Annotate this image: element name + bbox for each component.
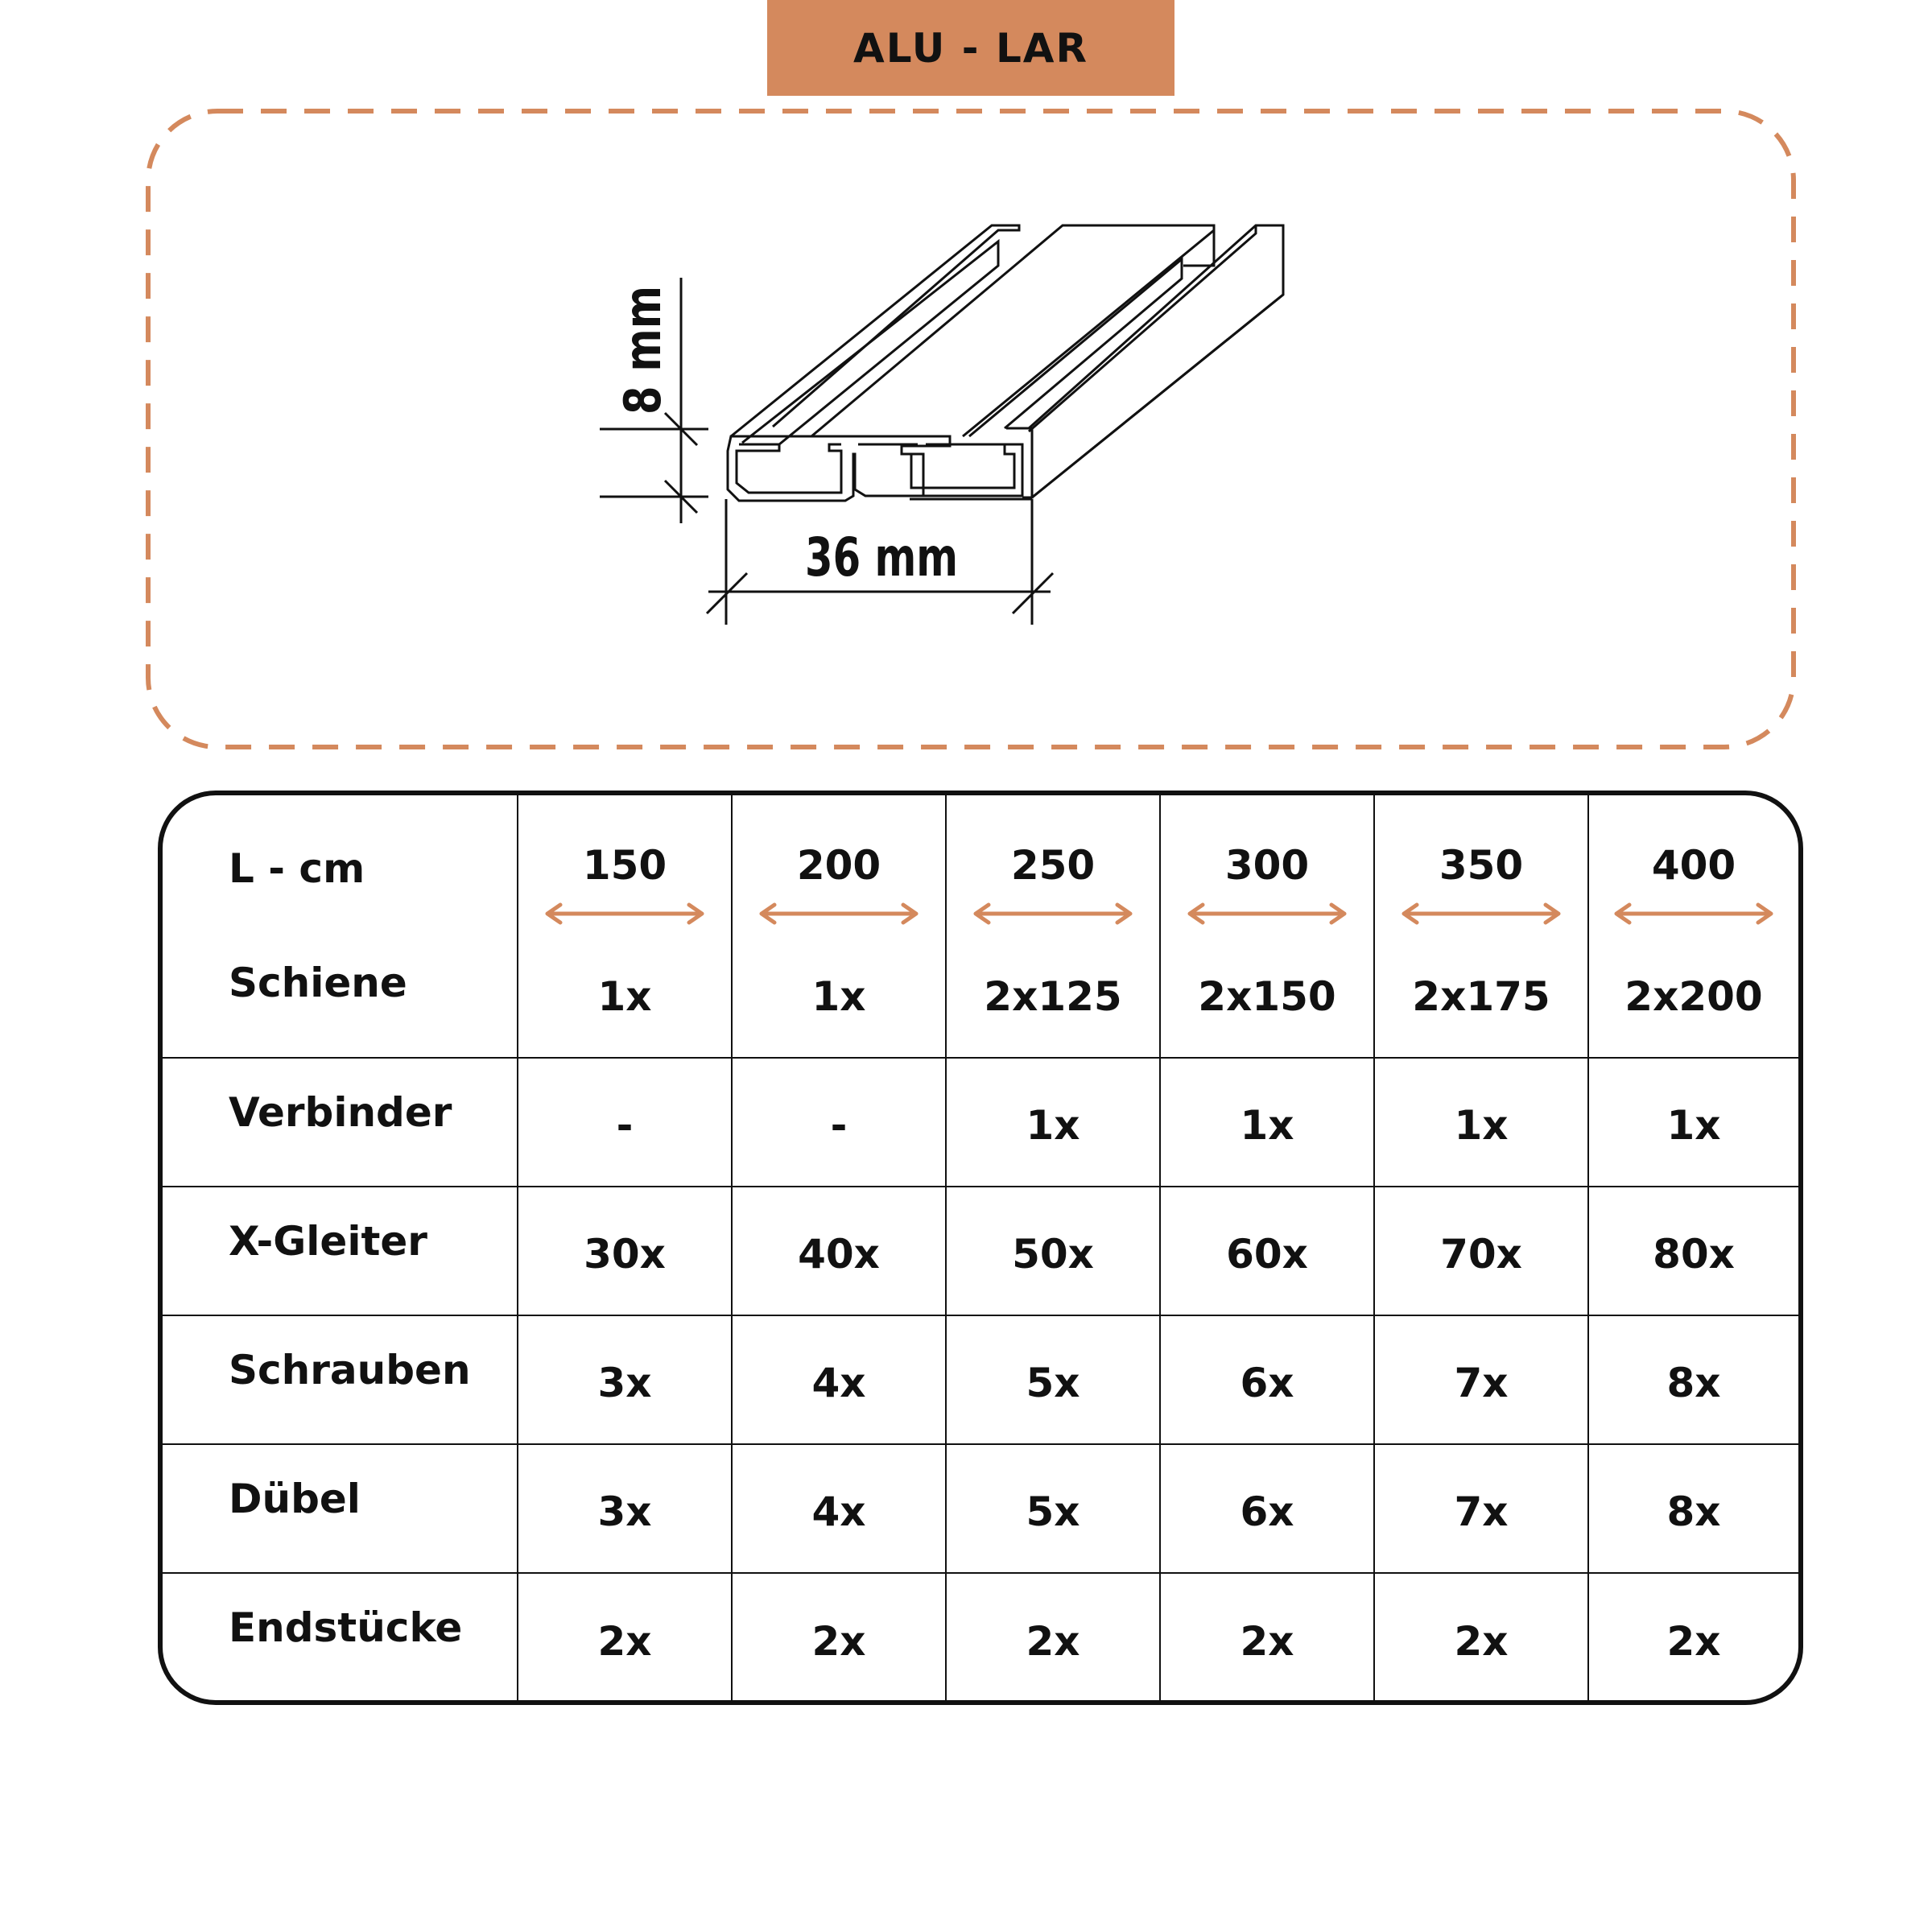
length-cell: [732, 795, 946, 929]
table-cell: 6x: [1160, 1315, 1374, 1444]
table-cell: 1x: [1160, 1058, 1374, 1187]
table-row: [163, 1444, 1798, 1573]
length-label: 250: [1010, 842, 1096, 889]
table-cell: 2x: [732, 1573, 946, 1702]
length-cell: [1588, 795, 1798, 929]
row-label: Dübel: [163, 1444, 518, 1573]
profile-inner-left: [737, 444, 841, 493]
table-row: [163, 1187, 1798, 1315]
table-cell: 3x: [518, 1315, 732, 1444]
row-label: Schrauben: [163, 1315, 518, 1444]
table-cell: 50x: [946, 1187, 1160, 1315]
table-header-row: [163, 795, 1798, 929]
table-cell: 4x: [732, 1315, 946, 1444]
table-cell: 1x: [946, 1058, 1160, 1187]
page-title: ALU - LAR: [853, 24, 1088, 72]
length-label: 400: [1651, 842, 1736, 889]
row-label: X-Gleiter: [163, 1187, 518, 1315]
profile-inner-right: [858, 444, 1022, 496]
table-cell: 6x: [1160, 1444, 1374, 1573]
table-cell: 1x: [518, 929, 732, 1058]
table-cell: 2x: [1666, 1617, 1721, 1665]
extrusion-middle-groove: [969, 259, 1182, 436]
height-label: 8 mm: [613, 258, 672, 415]
table-cell: 60x: [1160, 1187, 1374, 1315]
table-cell: 2x150: [1160, 929, 1374, 1058]
extrusion-left-top: [731, 225, 1019, 436]
length-label: 200: [796, 842, 881, 889]
extrusion-middle-top: [811, 225, 1214, 436]
rail-profile-drawing: [0, 0, 1932, 773]
table-cell: 8x: [1588, 1444, 1798, 1573]
row-label: Verbinder: [163, 1058, 518, 1187]
table-cell: 1x: [1588, 1058, 1798, 1187]
table-cell: 40x: [732, 1187, 946, 1315]
double-arrow-icon: [758, 902, 919, 926]
table-row: [163, 929, 1798, 1058]
table-cell: 8x: [1588, 1315, 1798, 1444]
table-cell: 30x: [518, 1187, 732, 1315]
extrusion-left-groove: [742, 242, 998, 444]
length-label: 150: [582, 842, 667, 889]
table-cell: 2x: [946, 1573, 1160, 1702]
double-arrow-icon: [972, 902, 1133, 926]
table-cell: 2x200: [1588, 929, 1798, 1058]
length-cell: [1160, 795, 1374, 929]
table-cell: 5x: [946, 1444, 1160, 1573]
double-arrow-icon: [1613, 902, 1774, 926]
length-cell: [1374, 795, 1588, 929]
width-label: 36 mm: [805, 526, 958, 588]
row-label: Schiene: [163, 929, 518, 1058]
table-cell: 5x: [946, 1315, 1160, 1444]
table-cell: 2x: [1160, 1573, 1374, 1702]
table-cell: 2x125: [946, 929, 1160, 1058]
extrusion-right-wall: [1029, 225, 1283, 497]
double-arrow-icon: [544, 902, 705, 926]
table-cell: 80x: [1588, 1187, 1798, 1315]
row-label: Endstücke: [163, 1573, 518, 1702]
table-cell: 4x: [732, 1444, 946, 1573]
table-cell: 3x: [518, 1444, 732, 1573]
length-label: 350: [1439, 842, 1524, 889]
header-label-cell: [163, 795, 518, 929]
table-cell: -: [518, 1058, 732, 1187]
table-row: [163, 1315, 1798, 1444]
table-cell: -: [732, 1058, 946, 1187]
header-label: L - cm: [229, 845, 365, 892]
table-cell: 2x: [518, 1573, 732, 1702]
table-cell: 1x: [1374, 1058, 1588, 1187]
length-label: 300: [1224, 842, 1310, 889]
length-cell: [946, 795, 1160, 929]
table-cell: 70x: [1374, 1187, 1588, 1315]
table-row: [163, 1058, 1798, 1187]
double-arrow-icon: [1401, 902, 1562, 926]
table-cell: 1x: [732, 929, 946, 1058]
profile-outline: [728, 436, 950, 501]
table-cell: 2x175: [1374, 929, 1588, 1058]
spec-table: [158, 791, 1803, 1705]
table-row: [163, 1573, 1798, 1702]
table-cell: 7x: [1374, 1444, 1588, 1573]
double-arrow-icon: [1187, 902, 1348, 926]
length-cell: [518, 795, 732, 929]
table-cell: 7x: [1374, 1315, 1588, 1444]
table-cell: 2x: [1374, 1573, 1588, 1702]
